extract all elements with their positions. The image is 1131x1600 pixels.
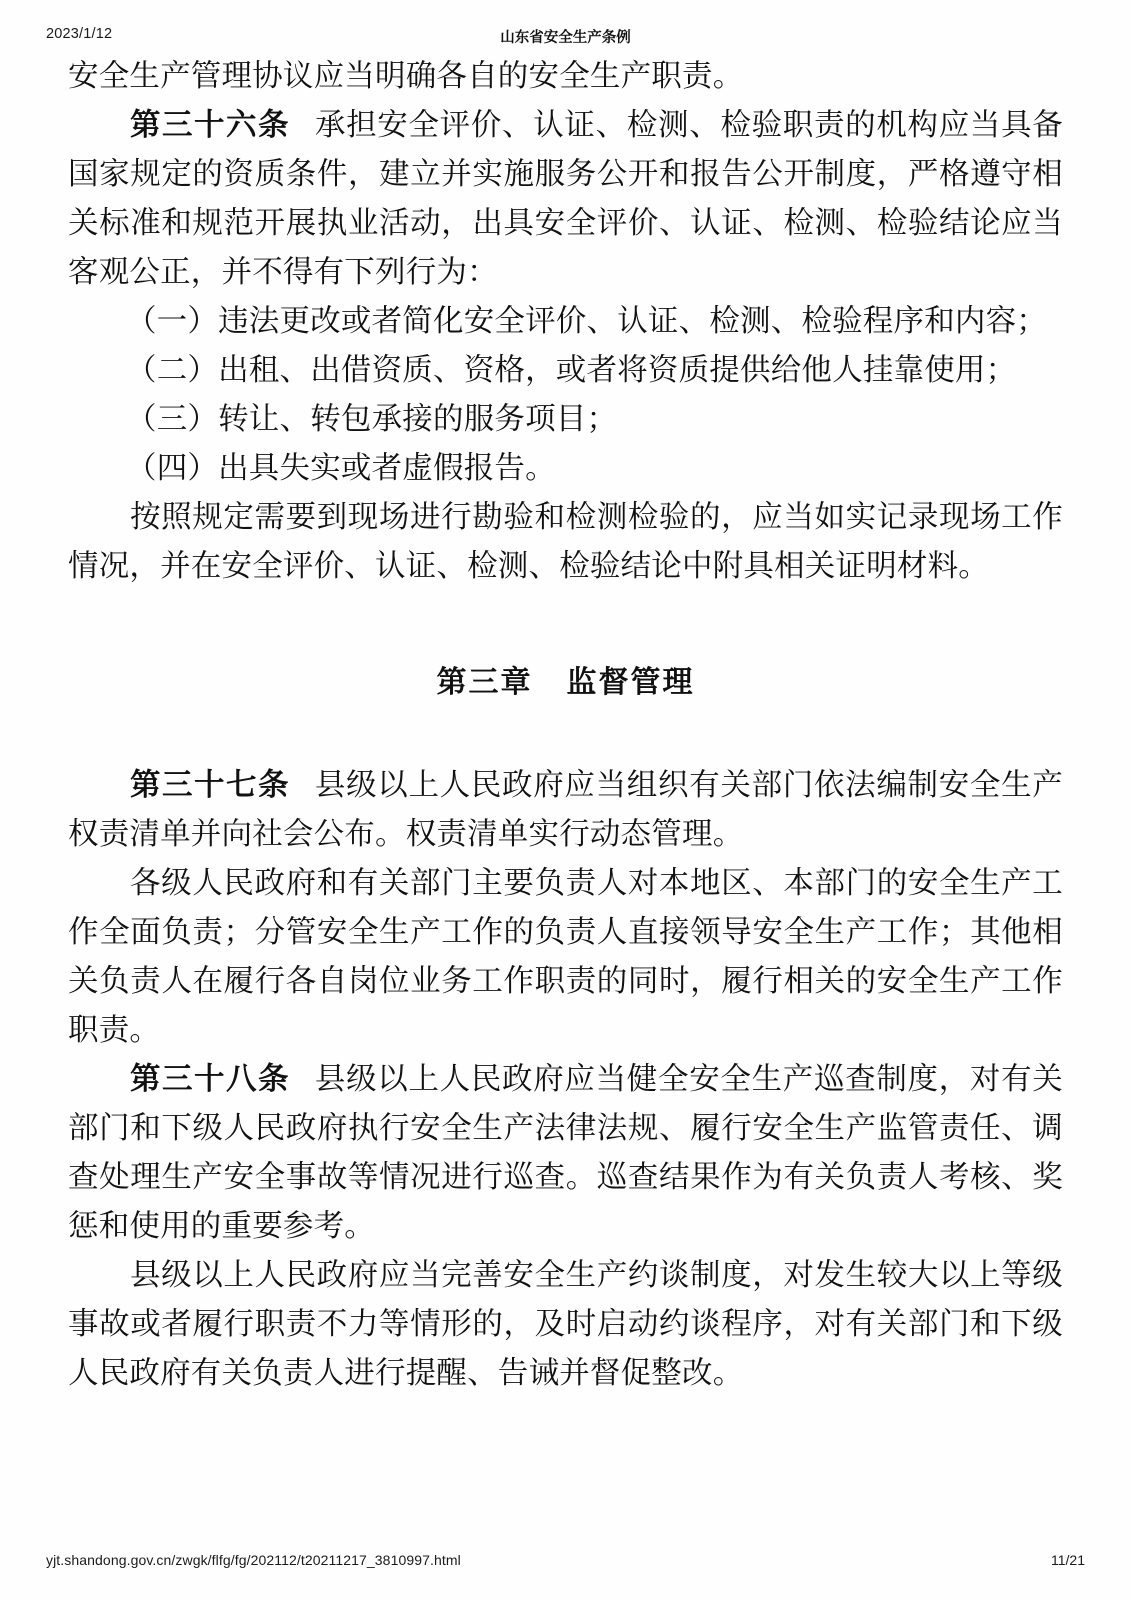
header-document-title: 山东省安全生产条例 bbox=[500, 30, 631, 46]
article-36-text: 承担安全评价、认证、检测、检验职责的机构应当具备国家规定的资质条件，建立并实施服务公开和报告公开制度，严格遵守相关标准和规范开展执业活动，出具安全评价、认证、检测、检验结论应当客观公正，并不得有下列行为： bbox=[68, 108, 1063, 289]
article-36-item-2: （二）出租、出借资质、资格，或者将资质提供给他人挂靠使用； bbox=[126, 353, 1017, 387]
article-36-item-3: （三）转让、转包承接的服务项目； bbox=[126, 402, 618, 436]
article-36-label: 第三十六条 bbox=[130, 108, 290, 142]
article-38-text: 县级以上人民政府应当健全安全生产巡查制度，对有关部门和下级人民政府执行安全生产法律法规、履行安全生产监管责任、调查处理生产安全事故等情况进行巡查。巡查结果作为有关负责人考核、奖惩和使用的重要参考。 bbox=[68, 1062, 1063, 1243]
article-37-text: 县级以上人民政府应当组织有关部门依法编制安全生产权责清单并向社会公布。权责清单实行动态管理。 bbox=[68, 768, 1063, 851]
article-37-label: 第三十七条 bbox=[130, 768, 290, 802]
carryover-paragraph: 安全生产管理协议应当明确各自的安全生产职责。 bbox=[68, 59, 744, 93]
article-37-paragraph bbox=[68, 761, 1063, 859]
article-38-label: 第三十八条 bbox=[130, 1062, 290, 1096]
page-footer bbox=[0, 1552, 1131, 1572]
chapter-heading bbox=[68, 657, 1063, 701]
article-37-paragraph-2: 各级人民政府和有关部门主要负责人对本地区、本部门的安全生产工作全面负责；分管安全生产工作的负责人直接领导安全生产工作；其他相关负责人在履行各自岗位业务工作职责的同时，履行相关的安全生产工作职责。 bbox=[68, 866, 1063, 1047]
article-36-item-4: （四）出具失实或者虚假报告。 bbox=[126, 451, 556, 485]
chapter-number: 第三章 bbox=[436, 666, 533, 699]
article-36-tail-paragraph: 按照规定需要到现场进行勘验和检测检验的，应当如实记录现场工作情况，并在安全评价、认证、检测、检验结论中附具相关证明材料。 bbox=[68, 500, 1063, 583]
header-date: 2023/1/12 bbox=[46, 26, 113, 42]
article-38-paragraph bbox=[68, 1055, 1063, 1251]
footer-page-number: 11/21 bbox=[1051, 1552, 1085, 1568]
article-36-item-1: （一）违法更改或者简化安全评价、认证、检测、检验程序和内容； bbox=[126, 304, 1047, 338]
article-38-paragraph-2: 县级以上人民政府应当完善安全生产约谈制度，对发生较大以上等级事故或者履行职责不力等情形的，及时启动约谈程序，对有关部门和下级人民政府有关负责人进行提醒、告诫并督促整改。 bbox=[68, 1258, 1063, 1390]
document-body bbox=[68, 52, 1063, 1398]
running-head bbox=[0, 26, 1131, 48]
chapter-title: 监督管理 bbox=[566, 666, 695, 699]
article-36-paragraph bbox=[68, 101, 1063, 297]
footer-source-url: yjt.shandong.gov.cn/zwgk/flfg/fg/202112/t20211217_3810997.html bbox=[46, 1552, 461, 1568]
